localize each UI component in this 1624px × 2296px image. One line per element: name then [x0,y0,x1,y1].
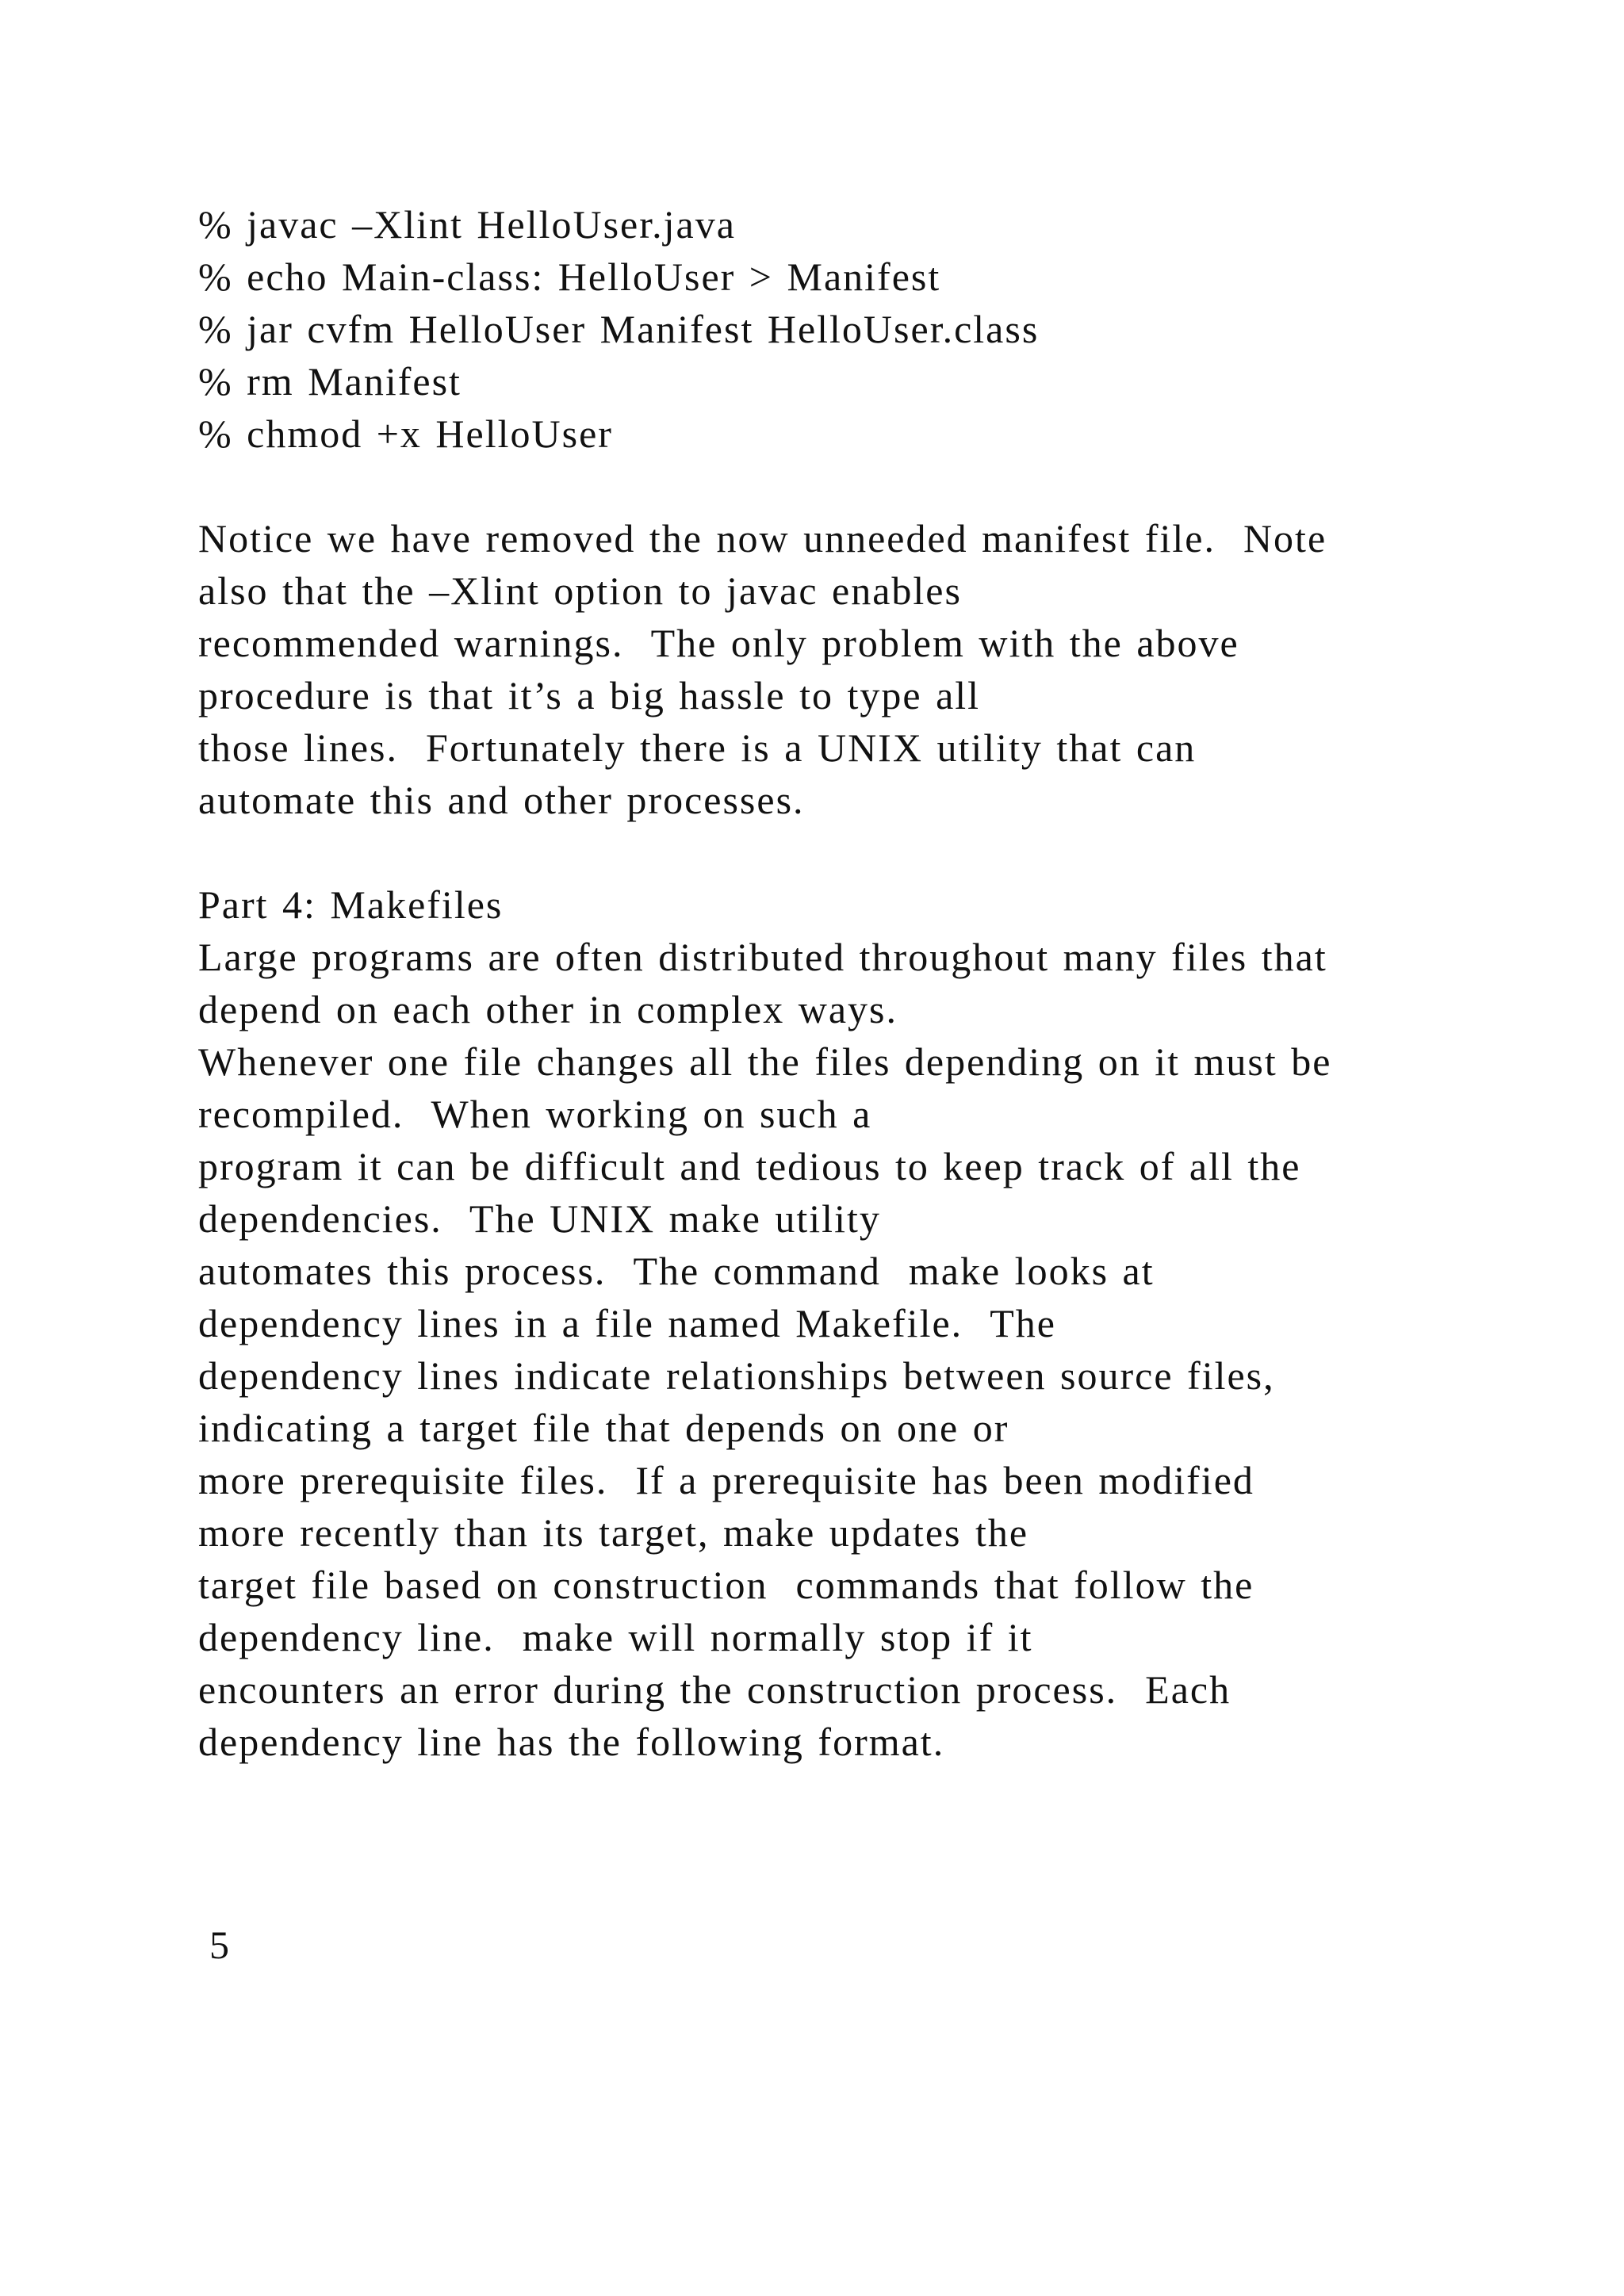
text-line: depend on each other in complex ways. [198,987,898,1031]
paragraph-gap [198,826,1467,878]
text-line: automates this process. The command make looks at [198,1249,1155,1293]
command-line: % chmod +x HelloUser [198,411,613,456]
text-line: indicating a target file that depends on one or [198,1406,1009,1450]
page-number: 5 [209,1923,229,1967]
text-line: Large programs are often distributed throughout many files that [198,935,1327,979]
paragraph-manifest-notice [198,512,1467,826]
paragraph-gap [198,460,1467,512]
command-line: % jar cvfm HelloUser Manifest HelloUser.class [198,307,1040,351]
text-line: those lines. Fortunately there is a UNIX utility that can [198,725,1197,770]
command-line: % echo Main-class: HelloUser > Manifest [198,254,941,299]
text-line: dependencies. The UNIX make utility [198,1196,881,1241]
text-line: more prerequisite files. If a prerequisite has been modified [198,1458,1254,1502]
text-line: recommended warnings. The only problem with the above [198,621,1239,665]
page-content [198,198,1467,1768]
text-line: more recently than its target, make updates the [198,1510,1029,1555]
text-line: encounters an error during the construction process. Each [198,1667,1231,1712]
section-heading: Part 4: Makefiles [198,882,504,927]
paragraph-makefiles [198,931,1467,1768]
text-line: program it can be difficult and tedious to keep track of all the [198,1144,1301,1188]
text-line: dependency line has the following format. [198,1720,945,1764]
command-line: % rm Manifest [198,359,462,404]
text-line: dependency line. make will normally stop if it [198,1615,1033,1659]
text-line: Notice we have removed the now unneeded manifest file. Note [198,516,1327,561]
text-line: procedure is that it’s a big hassle to type all [198,673,981,718]
text-line: dependency lines in a file named Makefile. The [198,1301,1056,1345]
text-line: also that the –Xlint option to javac enables [198,568,962,613]
text-line: target file based on construction commands that follow the [198,1563,1254,1607]
command-block [198,198,1467,460]
text-line: automate this and other processes. [198,778,805,822]
text-line: dependency lines indicate relationships between source files, [198,1353,1275,1398]
text-line: Whenever one file changes all the files depending on it must be [198,1039,1332,1084]
command-line: % javac –Xlint HelloUser.java [198,202,736,247]
text-line: recompiled. When working on such a [198,1092,872,1136]
